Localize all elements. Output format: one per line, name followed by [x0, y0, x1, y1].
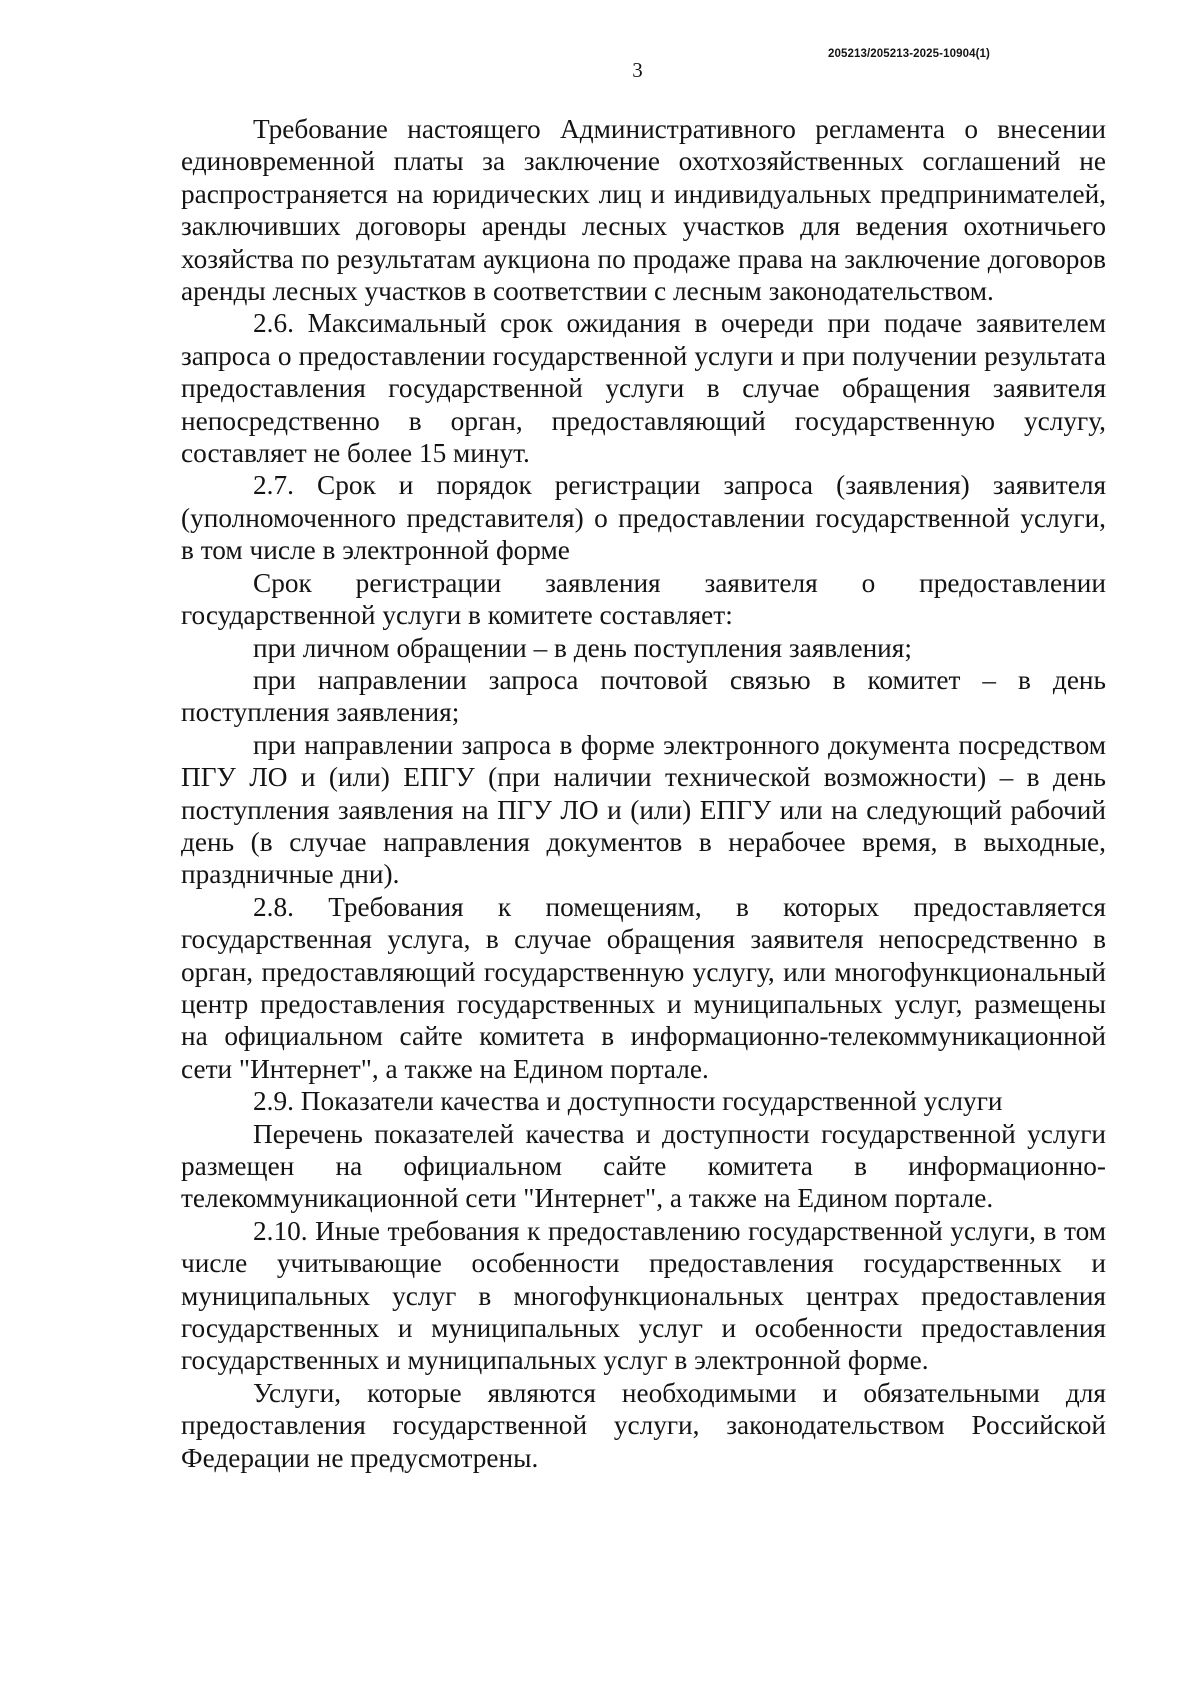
document-body	[181, 113, 1106, 1474]
paragraph-2-6-waiting-time: 2.6. Максимальный срок ожидания в очереди при подаче заявителем запроса о предоставлении государственной услуги и при получении результата предоставления государственной услуги в случае обращения заявителя непосредственно в орган, предоставляющий государственную услугу, составляет не более 15 минут.	[181, 308, 1106, 469]
page-number: 3	[632, 58, 643, 82]
paragraph-fee-requirement: Требование настоящего Административного регламента о внесении единовременной платы за заключение охотхозяйственных соглашений не распространяется на юридических лиц и индивидуальных предпринимателей, заключивших договоры аренды лесных участков для ведения охотничьего хозяйства по результатам аукциона по продаже права на заключение договоров аренды лесных участков в соответствии с лесным законодательством.	[181, 114, 1106, 307]
paragraph-mandatory-services: Услуги, которые являются необходимыми и обязательными для предоставления государственной услуги, законодательством Российской Федерации не предусмотрены.	[181, 1377, 1106, 1473]
paragraph-electronic-request: при направлении запроса в форме электронного документа посредством ПГУ ЛО и (или) ЕПГУ (при наличии технической возможности) – в день поступления заявления на ПГУ ЛО и (или) ЕПГУ или на следующий рабочий день (в случае направления документов в нерабочее время, в выходные, праздничные дни).	[181, 729, 1106, 890]
paragraph-personal-visit: при личном обращении – в день поступления заявления;	[253, 632, 912, 663]
paragraph-quality-indicators: Перечень показателей качества и доступности государственной услуги размещен на официальном сайте комитета в информационно-телекоммуникационной сети "Интернет", а также на Едином портале.	[181, 1118, 1106, 1214]
paragraph-2-8-premises: 2.8. Требования к помещениям, в которых предоставляется государственная услуга, в случае обращения заявителя непосредственно в орган, предоставляющий государственную услугу, или многофункциональный центр предоставления государственных и муниципальных услуг, размещены на официальном сайте комитета в информационно-телекоммуникационной сети "Интернет", а также на Едином портале.	[181, 891, 1106, 1084]
paragraph-2-10-other-requirements: 2.10. Иные требования к предоставлению государственной услуги, в том числе учитывающие особенности предоставления государственных и муниципальных услуг в многофункциональных центрах предоставления государственных и муниципальных услуг и особенности предоставления государственных и муниципальных услуг в электронной форме.	[181, 1215, 1106, 1376]
paragraph-2-7-registration: 2.7. Срок и порядок регистрации запроса (заявления) заявителя (уполномоченного представителя) о предоставлении государственной услуги, в том числе в электронной форме	[181, 470, 1106, 566]
paragraph-registration-term: Срок регистрации заявления заявителя о предоставлении государственной услуги в комитете составляет:	[181, 567, 1106, 631]
document-registration-number: 205213/205213-2025-10904(1)	[828, 48, 990, 60]
paragraph-2-9-quality-heading: 2.9. Показатели качества и доступности государственной услуги	[253, 1086, 1003, 1117]
paragraph-postal-request: при направлении запроса почтовой связью в комитет – в день поступления заявления;	[181, 664, 1106, 728]
